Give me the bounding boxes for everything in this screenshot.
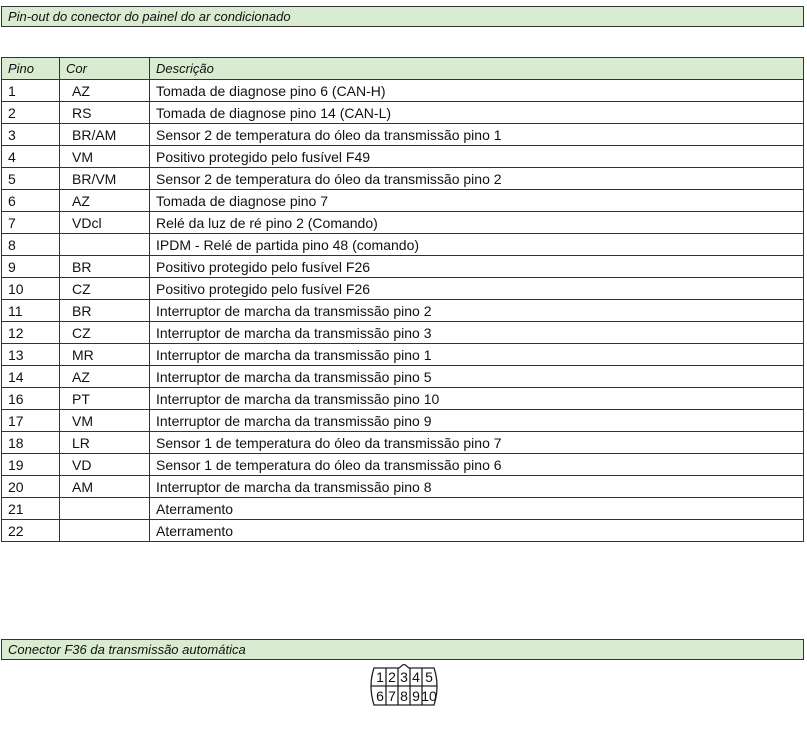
cell-cor: VM	[60, 410, 150, 432]
table-row	[2, 278, 804, 300]
cell-cor: VM	[60, 146, 150, 168]
cell-pino: 22	[2, 520, 60, 542]
table-row	[2, 212, 804, 234]
cell-descricao: Sensor 1 de temperatura do óleo da transmissão pino 6	[150, 454, 804, 476]
cell-descricao: Relé da luz de ré pino 2 (Comando)	[150, 212, 804, 234]
cell-pino: 12	[2, 322, 60, 344]
cell-pino: 8	[2, 234, 60, 256]
connector-pin-label: 3	[400, 669, 408, 685]
cell-descricao: Sensor 2 de temperatura do óleo da transmissão pino 1	[150, 124, 804, 146]
cell-pino: 1	[2, 80, 60, 102]
cell-pino: 2	[2, 102, 60, 124]
cell-cor: VD	[60, 454, 150, 476]
connector-pin-label: 1	[376, 669, 384, 685]
cell-cor: CZ	[60, 322, 150, 344]
cell-cor: RS	[60, 102, 150, 124]
cell-descricao: Positivo protegido pelo fusível F49	[150, 146, 804, 168]
table-row	[2, 410, 804, 432]
cell-pino: 16	[2, 388, 60, 410]
cell-pino: 20	[2, 476, 60, 498]
connector-pin-label: 9	[412, 688, 420, 704]
table-row	[2, 300, 804, 322]
table-header-row	[2, 58, 804, 80]
connector-pin-label: 5	[425, 669, 433, 685]
cell-pino: 5	[2, 168, 60, 190]
cell-descricao: Tomada de diagnose pino 7	[150, 190, 804, 212]
cell-pino: 17	[2, 410, 60, 432]
cell-descricao: Interruptor de marcha da transmissão pino 9	[150, 410, 804, 432]
cell-descricao: IPDM - Relé de partida pino 48 (comando)	[150, 234, 804, 256]
connector-pin-label: 2	[388, 669, 396, 685]
section-title-pinout: Pin-out do conector do painel do ar condicionado	[1, 6, 804, 27]
cell-pino: 6	[2, 190, 60, 212]
table-row	[2, 80, 804, 102]
cell-pino: 18	[2, 432, 60, 454]
table-row	[2, 476, 804, 498]
connector-pin-label: 4	[412, 669, 420, 685]
cell-cor: BR/AM	[60, 124, 150, 146]
header-descricao: Descrição	[150, 58, 804, 80]
cell-descricao: Interruptor de marcha da transmissão pino 3	[150, 322, 804, 344]
cell-descricao: Aterramento	[150, 520, 804, 542]
connector-pin-label: 10	[421, 688, 437, 704]
cell-cor	[60, 498, 150, 520]
header-pino: Pino	[2, 58, 60, 80]
cell-cor: AM	[60, 476, 150, 498]
cell-pino: 4	[2, 146, 60, 168]
cell-descricao: Aterramento	[150, 498, 804, 520]
cell-cor: BR	[60, 300, 150, 322]
cell-cor: LR	[60, 432, 150, 454]
table-row	[2, 190, 804, 212]
table-row	[2, 520, 804, 542]
cell-cor: MR	[60, 344, 150, 366]
cell-cor	[60, 520, 150, 542]
pinout-table	[1, 57, 804, 542]
connector-pin-label: 6	[376, 688, 384, 704]
table-row	[2, 256, 804, 278]
cell-descricao: Tomada de diagnose pino 14 (CAN-L)	[150, 102, 804, 124]
table-row	[2, 366, 804, 388]
table-row	[2, 146, 804, 168]
cell-descricao: Interruptor de marcha da transmissão pino 8	[150, 476, 804, 498]
cell-cor: AZ	[60, 80, 150, 102]
cell-descricao: Sensor 1 de temperatura do óleo da transmissão pino 7	[150, 432, 804, 454]
cell-descricao: Interruptor de marcha da transmissão pino 2	[150, 300, 804, 322]
cell-pino: 13	[2, 344, 60, 366]
cell-cor: AZ	[60, 366, 150, 388]
cell-pino: 10	[2, 278, 60, 300]
cell-descricao: Positivo protegido pelo fusível F26	[150, 278, 804, 300]
cell-cor: PT	[60, 388, 150, 410]
cell-pino: 21	[2, 498, 60, 520]
cell-cor: BR/VM	[60, 168, 150, 190]
cell-descricao: Interruptor de marcha da transmissão pino 5	[150, 366, 804, 388]
cell-descricao: Tomada de diagnose pino 6 (CAN-H)	[150, 80, 804, 102]
cell-pino: 19	[2, 454, 60, 476]
table-row	[2, 454, 804, 476]
cell-pino: 14	[2, 366, 60, 388]
table-row	[2, 322, 804, 344]
table-row	[2, 388, 804, 410]
table-row	[2, 168, 804, 190]
connector-pin-label: 7	[388, 688, 396, 704]
cell-pino: 11	[2, 300, 60, 322]
table-row	[2, 234, 804, 256]
table-row	[2, 344, 804, 366]
table-row	[2, 498, 804, 520]
cell-cor: VDcl	[60, 212, 150, 234]
cell-descricao: Interruptor de marcha da transmissão pino 10	[150, 388, 804, 410]
connector-f36-diagram	[368, 664, 440, 708]
section-title-connector: Conector F36 da transmissão automática	[1, 639, 804, 660]
connector-outline	[368, 664, 440, 708]
header-cor: Cor	[60, 58, 150, 80]
cell-descricao: Sensor 2 de temperatura do óleo da transmissão pino 2	[150, 168, 804, 190]
table-row	[2, 432, 804, 454]
cell-pino: 7	[2, 212, 60, 234]
cell-pino: 9	[2, 256, 60, 278]
connector-pin-label: 8	[400, 688, 408, 704]
cell-pino: 3	[2, 124, 60, 146]
cell-cor: BR	[60, 256, 150, 278]
cell-cor: CZ	[60, 278, 150, 300]
cell-cor: AZ	[60, 190, 150, 212]
table-row	[2, 102, 804, 124]
cell-descricao: Interruptor de marcha da transmissão pino 1	[150, 344, 804, 366]
cell-descricao: Positivo protegido pelo fusível F26	[150, 256, 804, 278]
table-row	[2, 124, 804, 146]
cell-cor	[60, 234, 150, 256]
